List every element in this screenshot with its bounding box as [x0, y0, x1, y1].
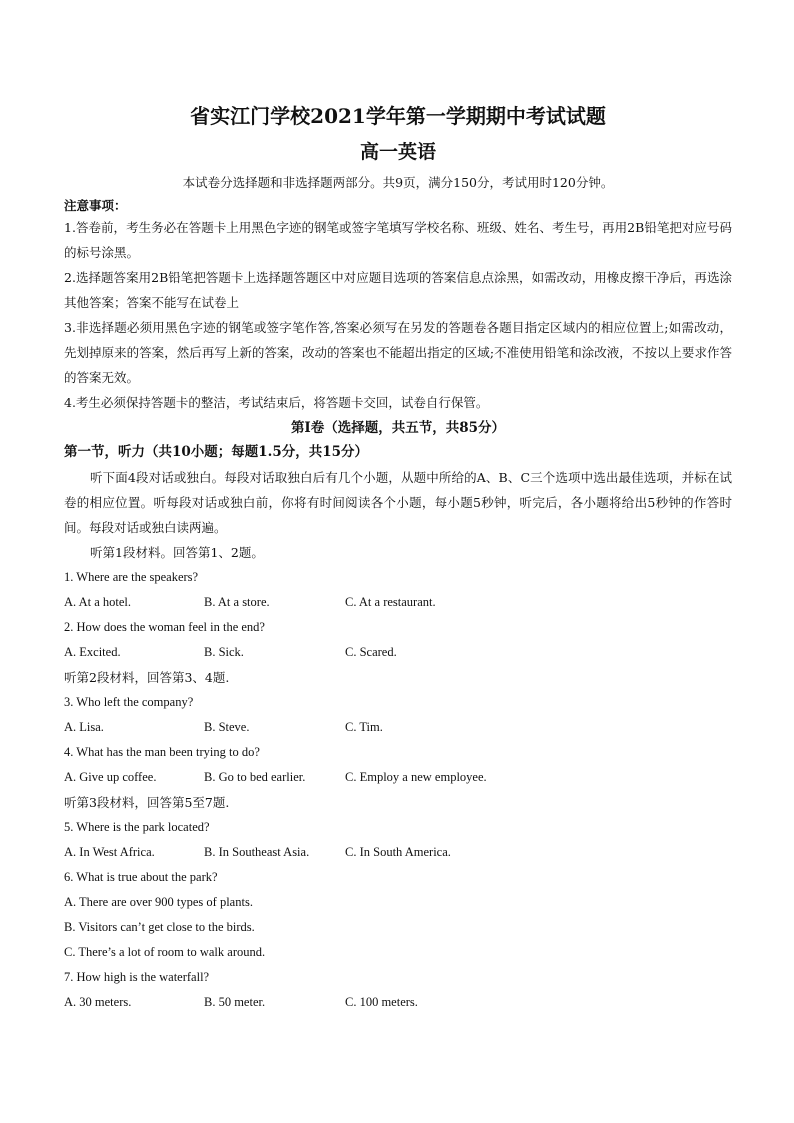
question-4: 4. What has the man been trying to do? — [64, 745, 260, 759]
question-3: 3. Who left the company? — [64, 695, 194, 709]
option-c: C. There’s a lot of room to walk around. — [64, 945, 266, 959]
option-a: A. At a hotel. — [64, 595, 132, 609]
exam-subject: 高一英语 — [359, 141, 436, 163]
question-3-options — [64, 715, 732, 740]
option-c: C. Employ a new employee. — [345, 770, 487, 784]
material-cue: 听第3段材料，回答第5至7题. — [64, 795, 230, 810]
option-a: A. Give up coffee. — [64, 770, 157, 784]
material-cue: 听第2段材料，回答第3、4题. — [64, 670, 230, 685]
option-a: A. In West Africa. — [64, 845, 155, 859]
notice-item: 2.选择题答案用2B铅笔把答题卡上选择题答题区中对应题目选项的答案信息点涂黑，如需改动，用橡皮擦干净后，再选涂其他答案；答案不能写在试卷上 — [64, 270, 732, 310]
notice-item: 1.答卷前，考生务必在答题卡上用黑色字迹的钢笔或签字笔填写学校名称、班级、姓名、考生号，再用2B铅笔把对应号码的标号涂黑。 — [64, 220, 732, 260]
exam-title: 省实江门学校2021学年第一学期期中考试试题 — [190, 104, 606, 128]
part-one-heading: 第Ⅰ卷（选择题，共五节，共85分） — [290, 420, 506, 436]
question-1: 1. Where are the speakers? — [64, 570, 199, 584]
question-5: 5. Where is the park located? — [64, 820, 210, 834]
notice-item: 4.考生必须保持答题卡的整洁，考试结束后，将答题卡交回，试卷自行保管。 — [64, 395, 489, 410]
question-5-options — [64, 840, 732, 865]
option-b: B. Sick. — [204, 645, 244, 659]
option-a: A. There are over 900 types of plants. — [64, 895, 253, 909]
question-1-options — [64, 590, 732, 615]
question-2-options — [64, 640, 732, 665]
notice-list — [64, 215, 732, 415]
option-c: C. 100 meters. — [345, 995, 418, 1009]
listening-directions: 听下面4段对话或独白。每段对话取独白后有几个小题，从题中所给的A、B、C三个选项中选出最佳选项，并标在试卷的相应位置。听每段对话或独白前，你将有时间阅读各个小题，每小题5秒钟，听完后，各小题将给出5秒钟的作答时间。每段对话或独白读两遍。 — [64, 470, 732, 535]
option-b: B. Go to bed earlier. — [204, 770, 306, 784]
option-c: C. Tim. — [345, 720, 383, 734]
option-a: A. Lisa. — [64, 720, 104, 734]
question-7: 7. How high is the waterfall? — [64, 970, 210, 984]
notice-item: 3.非选择题必须用黑色字迹的钢笔或签字笔作答,答案必须写在另发的答题卷各题目指定区域内的相应位置上;如需改动，先划掉原来的答案，然后再写上新的答案，改动的答案也不能超出指定的区域;不准使用铅笔和涂改液，不按以上要求作答的答案无效。 — [64, 320, 732, 385]
option-c: C. In South America. — [345, 845, 451, 859]
option-b: B. 50 meter. — [204, 995, 266, 1009]
option-a: A. Excited. — [64, 645, 121, 659]
exam-intro: 本试卷分选择题和非选择题两部分。共9页，满分150分，考试用时120分钟。 — [182, 175, 614, 190]
question-6: 6. What is true about the park? — [64, 870, 218, 884]
option-b: B. Visitors can’t get close to the birds. — [64, 920, 255, 934]
listening-section-heading: 第一节，听力（共10小题；每题1.5分，共15分） — [64, 444, 369, 460]
material-cue: 听第1段材料。回答第1、2题。 — [90, 545, 264, 560]
question-4-options — [64, 765, 732, 790]
question-7-options — [64, 990, 732, 1015]
option-b: B. Steve. — [204, 720, 250, 734]
option-b: B. At a store. — [204, 595, 270, 609]
option-a: A. 30 meters. — [64, 995, 132, 1009]
option-c: C. Scared. — [345, 645, 397, 659]
option-c: C. At a restaurant. — [345, 595, 436, 609]
question-2: 2. How does the woman feel in the end? — [64, 620, 265, 634]
option-b: B. In Southeast Asia. — [204, 845, 310, 859]
notice-heading: 注意事项： — [64, 198, 127, 213]
